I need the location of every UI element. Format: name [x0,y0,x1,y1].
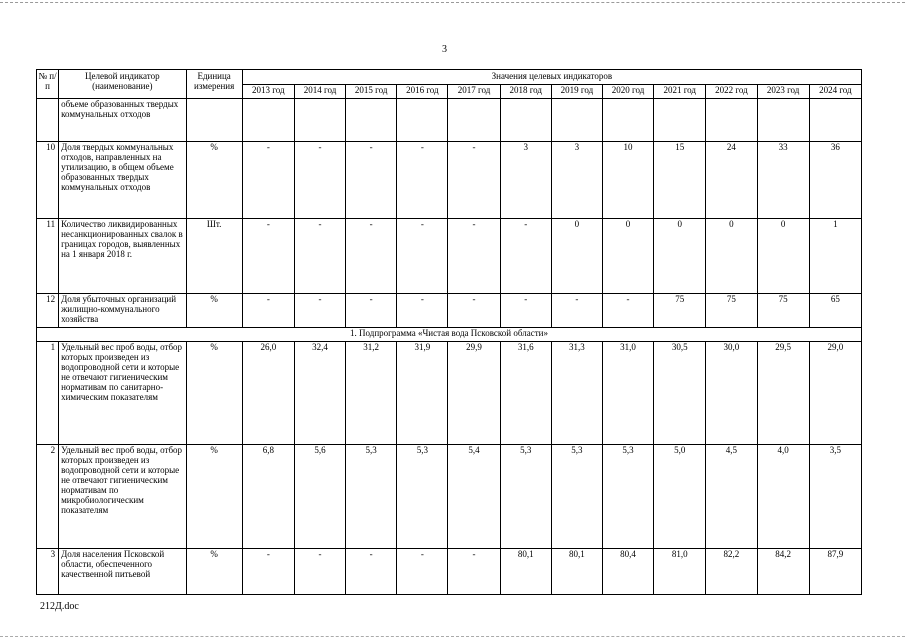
value-2019: 5,3 [551,445,602,549]
row-number: 10 [37,142,59,219]
value-2016: - [397,294,448,328]
value-2013: - [242,294,294,328]
value-2013: 26,0 [242,342,294,445]
value-2021: 81,0 [654,549,706,595]
value-2018 [500,99,551,142]
section-row [37,328,862,342]
value-2014: 5,6 [294,445,345,549]
value-2015: 31,2 [346,342,397,445]
unit: % [186,142,242,219]
col-header-unit: Единица измерения [186,70,242,99]
value-2021: 15 [654,142,706,219]
value-2020: 5,3 [602,445,653,549]
value-2023: 75 [757,294,809,328]
col-header-values: Значения целевых индикаторов [242,70,861,85]
value-2023: 4,0 [757,445,809,549]
section-table-row-0 [37,342,862,445]
value-2019: 3 [551,142,602,219]
value-2020: 10 [602,142,653,219]
value-2014 [294,99,345,142]
year-header-11: 2024 год [809,85,861,99]
value-2018: 31,6 [500,342,551,445]
value-2016: 5,3 [397,445,448,549]
value-2014: 32,4 [294,342,345,445]
value-2017: - [448,219,500,294]
value-2023 [757,99,809,142]
value-2022 [706,99,757,142]
value-2013: 6,8 [242,445,294,549]
value-2022: 30,0 [706,342,757,445]
table-header-row [37,70,862,85]
value-2018: 3 [500,142,551,219]
indicator-name: Доля убыточных организаций жилищно-коммунального хозяйства [59,294,186,328]
value-2015 [346,99,397,142]
value-2014: - [294,294,345,328]
value-2014: - [294,142,345,219]
value-2017: - [448,549,500,595]
value-2023: 33 [757,142,809,219]
row-number: 11 [37,219,59,294]
section-title: 1. Подпрограмма «Чистая вода Псковской области» [37,328,862,342]
unit: Шт. [186,219,242,294]
indicator-name: Удельный вес проб воды, отбор которых произведен из водопроводной сети и которые не отвечают гигиеническим нормативам по санитарно-химическим показателям [59,342,186,445]
row-number: 1 [37,342,59,445]
value-2021: 0 [654,219,706,294]
value-2024: 1 [809,219,861,294]
row-number: 3 [37,549,59,595]
year-header-9: 2022 год [706,85,757,99]
value-2022: 0 [706,219,757,294]
year-header-5: 2018 год [500,85,551,99]
row-number: 12 [37,294,59,328]
unit: % [186,294,242,328]
value-2017: - [448,294,500,328]
year-header-0: 2013 год [242,85,294,99]
value-2022: 4,5 [706,445,757,549]
value-2015: - [346,549,397,595]
value-2013: - [242,549,294,595]
indicator-name: Доля населения Псковской области, обеспеченного качественной питьевой [59,549,186,595]
indicator-name: Количество ликвидированных несанкционированных свалок в границах городов, выявленных на 1 января 2018 г. [59,219,186,294]
value-2013: - [242,219,294,294]
year-header-3: 2016 год [397,85,448,99]
value-2021: 75 [654,294,706,328]
year-header-10: 2023 год [757,85,809,99]
value-2013 [242,99,294,142]
value-2018: - [500,219,551,294]
value-2016 [397,99,448,142]
year-header-1: 2014 год [294,85,345,99]
document-reference: 212Д.doc [40,601,79,612]
value-2015: 5,3 [346,445,397,549]
value-2024: 29,0 [809,342,861,445]
value-2015: - [346,142,397,219]
table-row-3 [37,294,862,328]
col-header-num: № п/п [37,70,59,99]
value-2016: - [397,549,448,595]
value-2024: 65 [809,294,861,328]
year-header-7: 2020 год [602,85,653,99]
value-2022: 75 [706,294,757,328]
value-2024 [809,99,861,142]
unit: % [186,342,242,445]
row-number [37,99,59,142]
indicator-name: Удельный вес проб воды, отбор которых произведен из водопроводной сети и которые не отвечают гигиеническим нормативам по микробиологическим показателям [59,445,186,549]
value-2014: - [294,549,345,595]
table-row-1 [37,142,862,219]
value-2019 [551,99,602,142]
value-2019: 80,1 [551,549,602,595]
value-2020: - [602,294,653,328]
value-2024: 3,5 [809,445,861,549]
value-2016: - [397,142,448,219]
value-2017 [448,99,500,142]
value-2017: - [448,142,500,219]
value-2020: 0 [602,219,653,294]
col-header-indicator: Целевой индикатор (наименование) [59,70,186,99]
unit: % [186,549,242,595]
value-2016: - [397,219,448,294]
value-2021: 5,0 [654,445,706,549]
value-2017: 29,9 [448,342,500,445]
value-2015: - [346,219,397,294]
year-header-8: 2021 год [654,85,706,99]
unit [186,99,242,142]
value-2023: 84,2 [757,549,809,595]
unit: % [186,445,242,549]
value-2023: 29,5 [757,342,809,445]
section-table-row-1 [37,445,862,549]
value-2022: 24 [706,142,757,219]
value-2013: - [242,142,294,219]
value-2022: 82,2 [706,549,757,595]
scan-edge-bottom [0,636,905,637]
value-2019: - [551,294,602,328]
section-table-row-2 [37,549,862,595]
page-number: 3 [442,44,447,55]
value-2018: - [500,294,551,328]
value-2018: 5,3 [500,445,551,549]
value-2023: 0 [757,219,809,294]
value-2019: 31,3 [551,342,602,445]
value-2024: 36 [809,142,861,219]
row-number: 2 [37,445,59,549]
year-header-6: 2019 год [551,85,602,99]
value-2017: 5,4 [448,445,500,549]
scan-edge-top [0,2,905,3]
value-2018: 80,1 [500,549,551,595]
indicators-table [36,69,862,595]
indicator-name: Доля твердых коммунальных отходов, направленных на утилизацию, в общем объеме образованных твердых коммунальных отходов [59,142,186,219]
indicator-name: объеме образованных твердых коммунальных отходов [59,99,186,142]
table-row-2 [37,219,862,294]
value-2016: 31,9 [397,342,448,445]
value-2014: - [294,219,345,294]
value-2020: 80,4 [602,549,653,595]
value-2024: 87,9 [809,549,861,595]
value-2021: 30,5 [654,342,706,445]
year-header-2: 2015 год [346,85,397,99]
value-2021 [654,99,706,142]
table-row-0 [37,99,862,142]
year-header-4: 2017 год [448,85,500,99]
value-2020: 31,0 [602,342,653,445]
value-2020 [602,99,653,142]
value-2015: - [346,294,397,328]
value-2019: 0 [551,219,602,294]
